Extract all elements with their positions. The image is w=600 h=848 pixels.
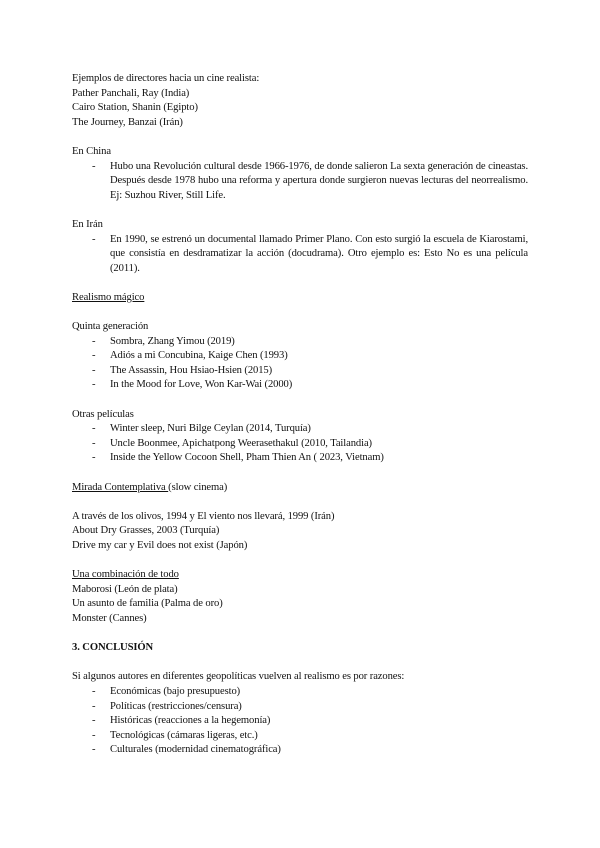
contemplative-line: Drive my car y Evil does not exist (Japón) xyxy=(72,540,248,551)
list-item: - Adiós a mi Concubina, Kaige Chen (1993) xyxy=(72,349,528,364)
other-films-list xyxy=(72,422,528,466)
list-item: - The Assassin, Hou Hsiao-Hsien (2015) xyxy=(72,364,528,379)
list-item: - Uncle Boonmee, Apichatpong Weerasethakul (2010, Tailandia) xyxy=(72,437,528,452)
intro-line: Pather Panchali, Ray (India) xyxy=(72,87,190,99)
combination-line: Un asunto de familia (Palma de oro) xyxy=(72,598,223,610)
combination-line: Maborosi (León de plata) xyxy=(72,583,178,595)
contemplative-heading: Mirada Contemplativa xyxy=(72,481,169,493)
iran-list xyxy=(72,233,528,277)
fifth-generation-heading: Quinta generación xyxy=(72,321,149,333)
list-item: - Culturales (modernidad cinematográfica) xyxy=(72,743,528,758)
magic-realism-heading: Realismo mágico xyxy=(72,291,145,303)
contemplative-suffix: (slow cinema) xyxy=(168,481,228,493)
list-item: - Históricas (reacciones a la hegemonía) xyxy=(72,714,528,729)
fifth-generation-list xyxy=(72,335,528,393)
document-page xyxy=(72,72,528,758)
conclusion-heading: 3. CONCLUSIÓN xyxy=(72,642,154,654)
list-item: - Tecnológicas (cámaras ligeras, etc.) xyxy=(72,729,528,744)
conclusion-list xyxy=(72,685,528,758)
other-films-heading: Otras películas xyxy=(72,408,134,420)
list-item: - Políticas (restricciones/censura) xyxy=(72,700,528,715)
list-item: - Sombra, Zhang Yimou (2019) xyxy=(72,335,528,350)
china-paragraph: - Hubo una Revolución cultural desde 1966-1976, de donde salieron La sexta generación de cineastas. Después desde 1978 hubo una reforma y apertura donde surgieron nuevas lecturas del neorrealismo. Ej: Suzhou River, Still Life. xyxy=(72,160,528,204)
intro-heading: Ejemplos de directores hacia un cine realista: xyxy=(72,73,260,84)
list-item: - Económicas (bajo presupuesto) xyxy=(72,685,528,700)
intro-line: The Journey, Banzai (Irán) xyxy=(72,116,183,128)
china-list xyxy=(72,160,528,204)
list-item: - Inside the Yellow Cocoon Shell, Pham Thien An ( 2023, Vietnam) xyxy=(72,451,528,466)
combination-heading: Una combinación de todo xyxy=(72,569,179,581)
contemplative-line: A través de los olivos, 1994 y El viento nos llevará, 1999 (Irán) xyxy=(72,510,335,522)
contemplative-heading-line xyxy=(72,481,528,496)
conclusion-intro: Si algunos autores en diferentes geopolíticas vuelven al realismo es por razones: xyxy=(72,671,405,683)
contemplative-line: About Dry Grasses, 2003 (Turquía) xyxy=(72,525,220,537)
combination-line: Monster (Cannes) xyxy=(72,612,147,624)
iran-paragraph: - En 1990, se estrenó un documental llamado Primer Plano. Con esto surgió la escuela de Kiarostami, que consistía en desdramatizar la acción (docudrama). Otro ejemplo es: Esto No es una película (2011). xyxy=(72,233,528,277)
intro-line: Cairo Station, Shanin (Egipto) xyxy=(72,102,198,114)
iran-heading: En Irán xyxy=(72,218,103,230)
china-heading: En China xyxy=(72,145,111,157)
list-item: - In the Mood for Love, Won Kar-Wai (2000) xyxy=(72,378,528,393)
list-item: - Winter sleep, Nuri Bilge Ceylan (2014, Turquía) xyxy=(72,422,528,437)
